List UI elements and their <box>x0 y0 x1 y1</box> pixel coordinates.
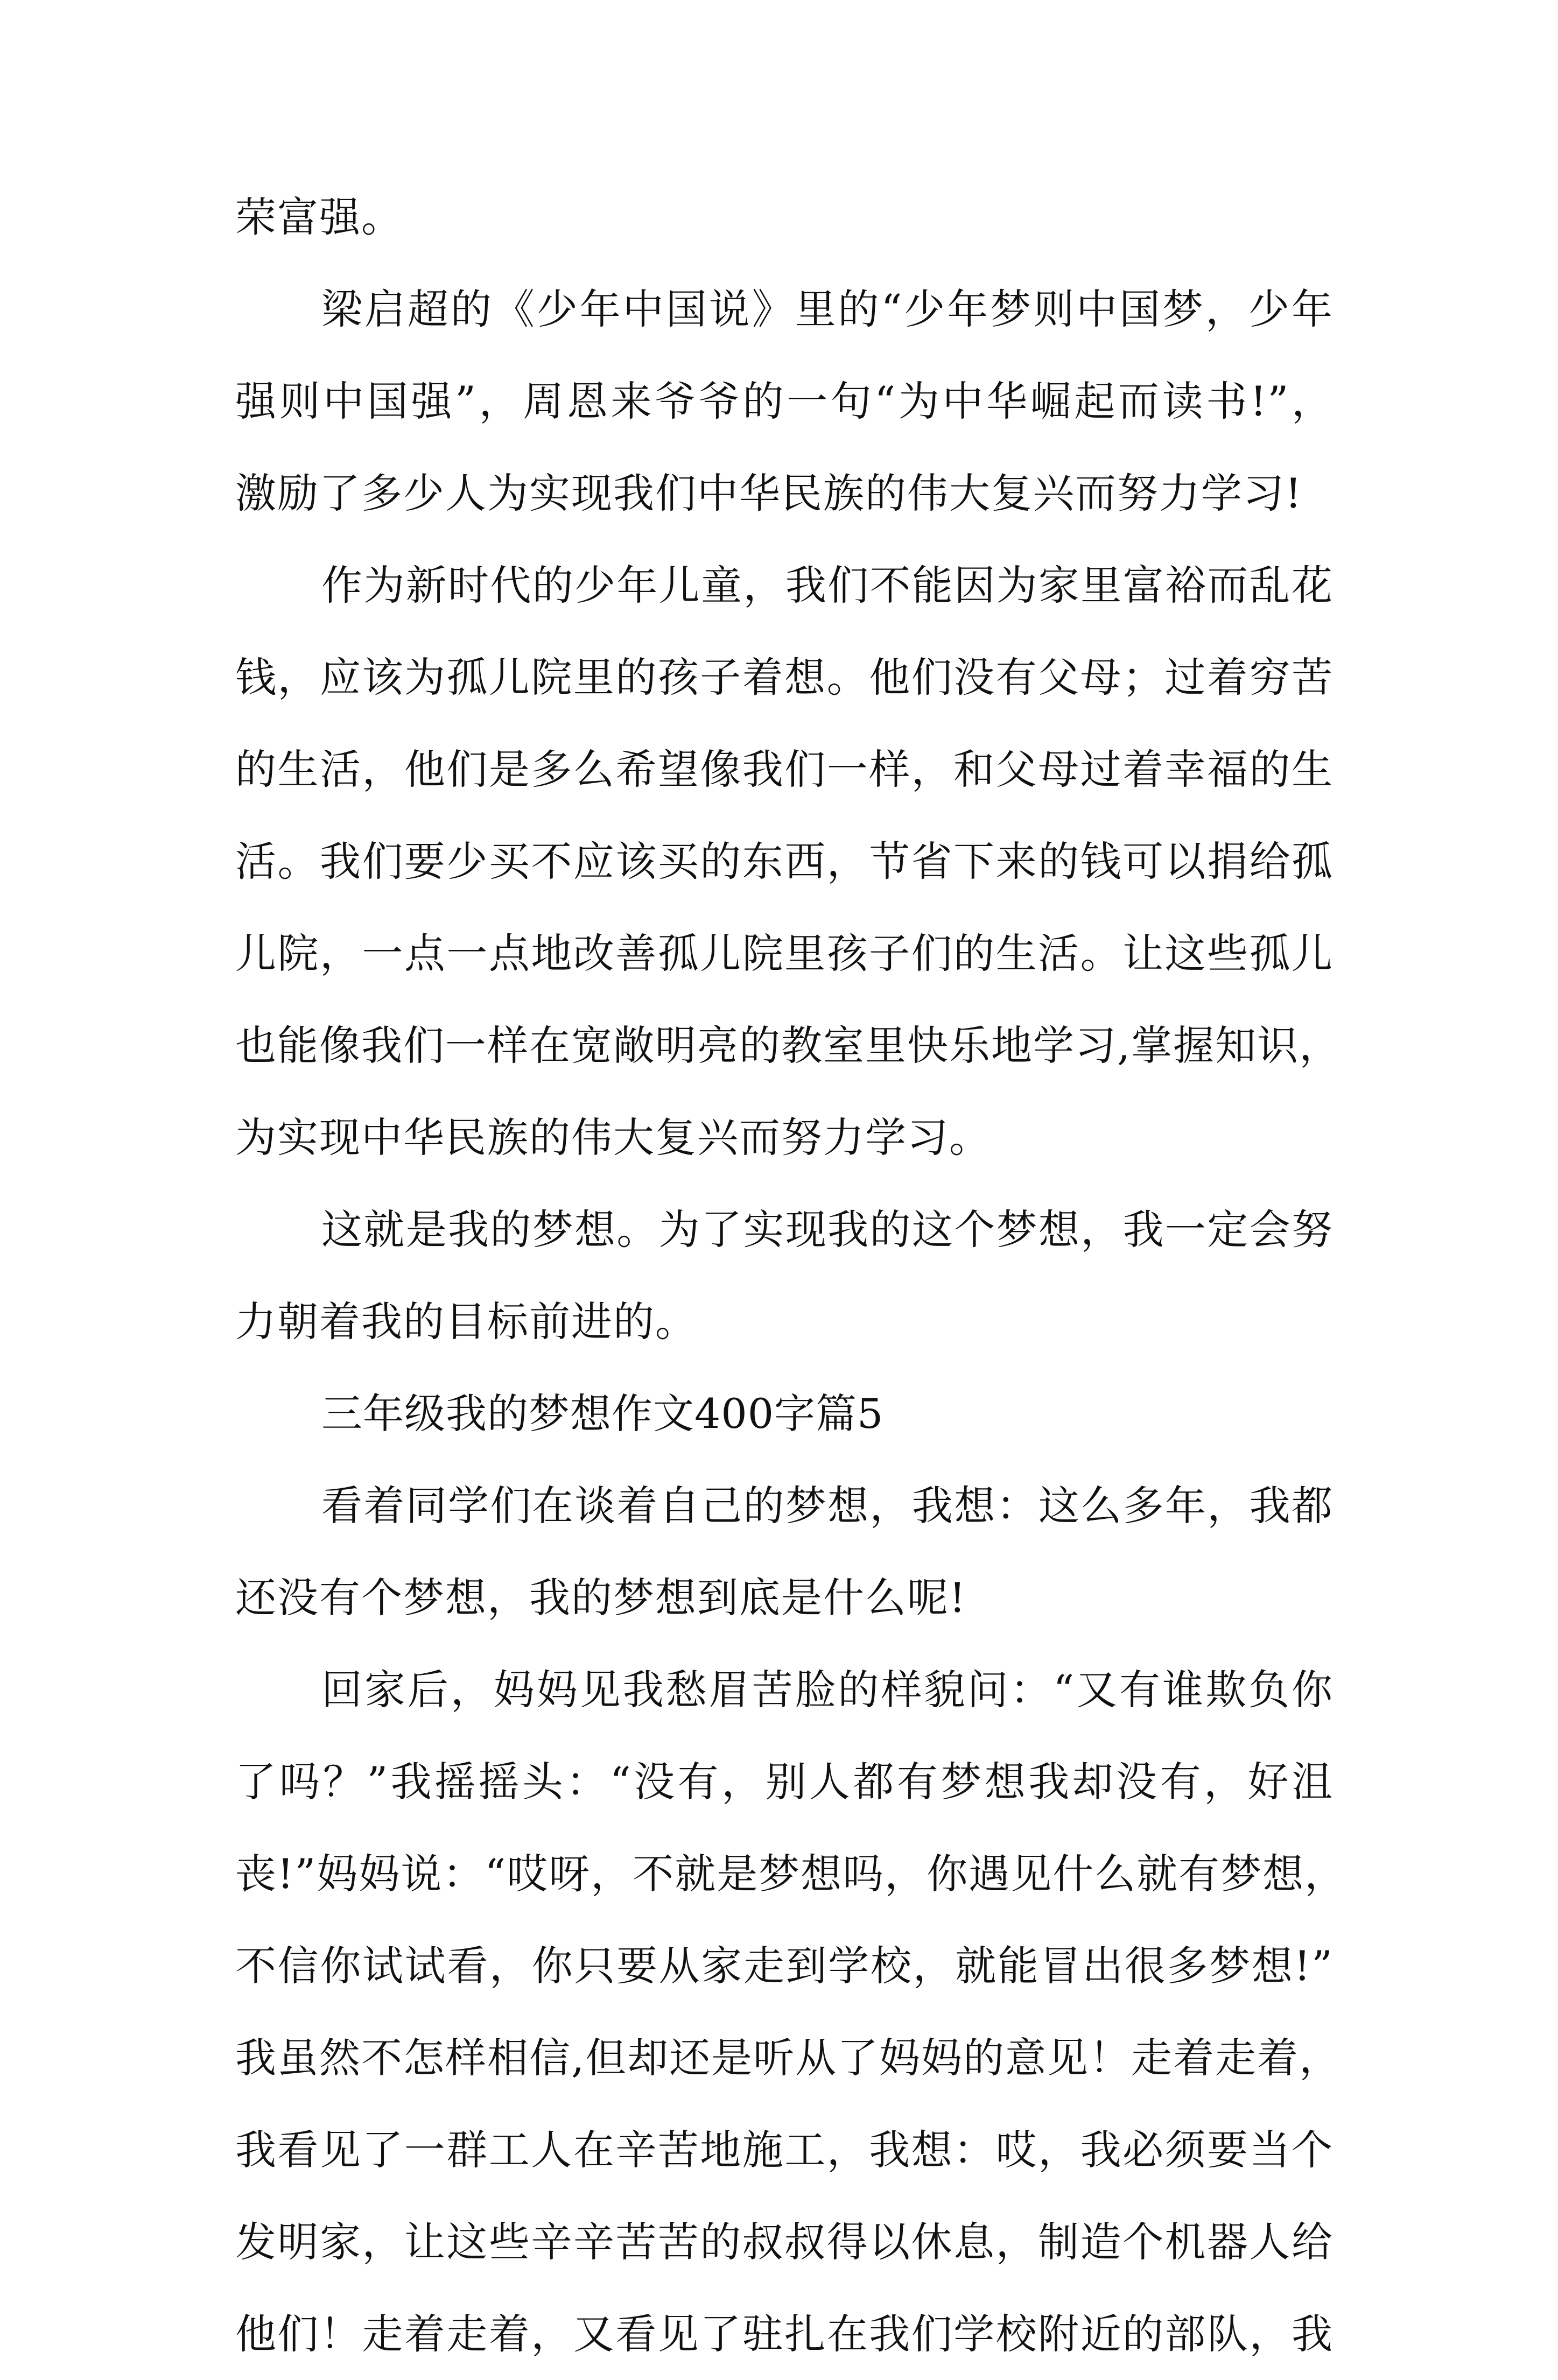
text-line: 发明家，让这些辛辛苦苦的叔叔得以休息，制造个机器人给 <box>235 2218 1334 2266</box>
text-line: 我虽然不怎样相信,但却还是听从了妈妈的意见！走着走着， <box>235 2034 1342 2082</box>
text-line: 还没有个梦想，我的梦想到底是什么呢! <box>235 1574 967 1622</box>
paragraph-first-line: 这就是我的梦想。为了实现我的这个梦想，我一定会努 <box>321 1206 1334 1254</box>
paragraph-first-line: 回家后，妈妈见我愁眉苦脸的样貌问：“又有谁欺负你 <box>321 1666 1334 1714</box>
text-line: 为实现中华民族的伟大复兴而努力学习。 <box>235 1114 991 1161</box>
text-line: 他们！走着走着，又看见了驻扎在我们学校附近的部队，我 <box>235 2310 1334 2358</box>
text-line: 荣富强。 <box>235 193 403 241</box>
text-line: 也能像我们一样在宽敞明亮的教室里快乐地学习,掌握知识， <box>235 1022 1342 1069</box>
text-line: 了吗？”我摇摇头：“没有，别人都有梦想我却没有，好沮 <box>235 1758 1334 1806</box>
text-line: 力朝着我的目标前进的。 <box>235 1298 697 1346</box>
text-line: 的生活，他们是多么希望像我们一样，和父母过着幸福的生 <box>235 745 1334 793</box>
text-line: 钱，应该为孤儿院里的孩子着想。他们没有父母；过着穷苦 <box>235 653 1334 701</box>
essay-text-body <box>235 171 1347 2380</box>
text-line: 不信你试试看，你只要从家走到学校，就能冒出很多梦想!” <box>235 1942 1334 1990</box>
section-heading: 三年级我的梦想作文400字篇5 <box>321 1390 884 1438</box>
text-line: 丧!”妈妈说：“哎呀，不就是梦想吗，你遇见什么就有梦想， <box>235 1850 1347 1898</box>
text-line: 儿院，一点一点地改善孤儿院里孩子们的生活。让这些孤儿 <box>235 930 1334 977</box>
paragraph-first-line: 看着同学们在谈着自己的梦想，我想：这么多年，我都 <box>321 1482 1334 1530</box>
text-line: 我看见了一群工人在辛苦地施工，我想：哎，我必须要当个 <box>235 2126 1334 2174</box>
text-line: 强则中国强”，周恩来爷爷的一句“为中华崛起而读书!”， <box>235 377 1334 425</box>
paragraph-first-line: 作为新时代的少年儿童，我们不能因为家里富裕而乱花 <box>321 561 1334 609</box>
paragraph-first-line: 梁启超的《少年中国说》里的“少年梦则中国梦，少年 <box>321 285 1334 333</box>
text-line: 激励了多少人为实现我们中华民族的伟大复兴而努力学习! <box>235 469 1303 517</box>
text-line: 活。我们要少买不应该买的东西，节省下来的钱可以捐给孤 <box>235 837 1334 885</box>
